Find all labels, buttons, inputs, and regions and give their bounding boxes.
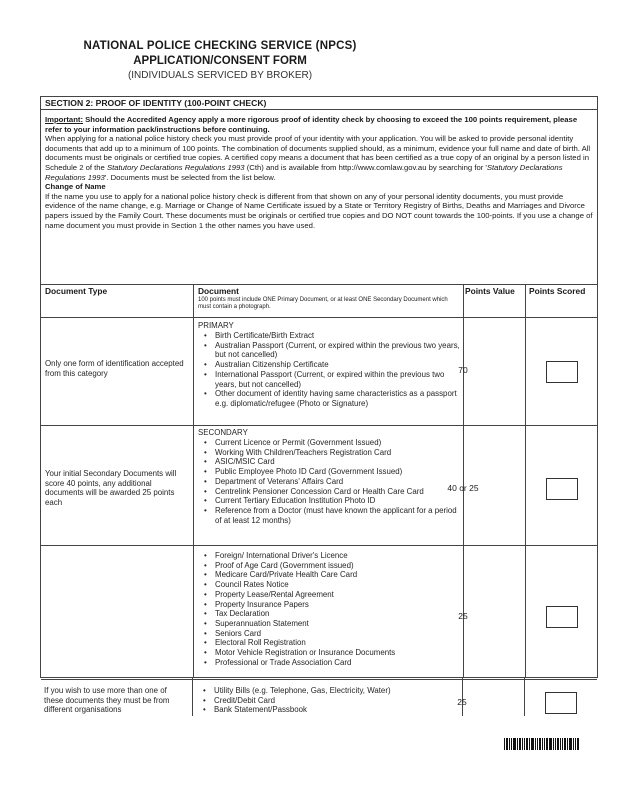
barcode-bar [537, 738, 538, 750]
list-item: • Property Lease/Rental Agreement [215, 590, 465, 600]
change-of-name-heading: Change of Name [45, 182, 106, 192]
row-primary-rule [41, 425, 597, 426]
barcode-bar [562, 738, 563, 750]
list-item: • Medicare Card/Private Health Care Card [215, 570, 465, 580]
header-document-type: Document Type [45, 286, 108, 296]
row-other-rule [41, 679, 597, 680]
barcode-bar [519, 738, 521, 750]
barcode-bar [535, 738, 536, 750]
important-label: Important: [45, 115, 84, 124]
list-item: • Australian Citizenship Certificate [215, 360, 465, 370]
col-rule-1-last [192, 678, 193, 716]
barcode-bar [524, 738, 525, 750]
list-item: • Electoral Roll Registration [215, 638, 465, 648]
list-item: • Professional or Trade Association Card [215, 658, 465, 668]
table-header-rule [41, 317, 597, 318]
list-item: • Tax Declaration [215, 609, 465, 619]
barcode-bar [509, 738, 510, 750]
barcode-bar [564, 738, 566, 750]
barcode-bar [506, 738, 508, 750]
list-item: • International Passport (Current, or expired within the previous two years, but not cancelled) [215, 370, 465, 389]
list-item: • Proof of Age Card (Government issued) [215, 561, 465, 571]
list-item: • Property Insurance Papers [215, 600, 465, 610]
barcode-bar [531, 738, 534, 750]
intro-text-b: (Cth) and is available from http://www.comlaw.gov.au by searching for ' [244, 162, 487, 172]
list-item: • Bank Statement/Passbook [214, 705, 464, 715]
col-rule-3-last [524, 678, 525, 716]
row-primary-category: PRIMARY [198, 321, 234, 330]
row-utility-type: If you wish to use more than one of these documents they must be from different organisations [44, 686, 170, 715]
row-other-points: 25 [458, 611, 468, 621]
barcode-bar [513, 738, 516, 750]
section-2-frame [40, 96, 598, 678]
list-item: • Birth Certificate/Birth Extract [215, 331, 465, 341]
list-item: • Australian Passport (Current, or expired within the previous two years, but not cancelled) [215, 341, 465, 360]
header-points-scored: Points Scored [529, 286, 586, 296]
form-subtitle: APPLICATION/CONSENT FORM [133, 55, 307, 67]
intro-text-c: '. Documents must be selected from the list below. [104, 172, 276, 182]
barcode-bar [522, 738, 523, 750]
intro-text-a: When applying for a national police history check you must provide proof of your identity with your application. You will be asked to provide personal identity documents that add up to a minimum of 100 points. The combination of documents supplied should, as a minimum, evidence your full name and date of birth. All documents must be originals or certified true copies. A certified copy means a document that has been certified as a true copy of an original by a person listed in Schedule 2 of the [45, 134, 591, 172]
important-notice [45, 115, 593, 134]
barcode-bar [542, 738, 543, 750]
barcode-bar [553, 738, 554, 750]
list-item: • Other document of identity having same characteristics as a passport e.g. diplomatic/refugee (Photo or Signature) [215, 389, 465, 408]
list-item: • Motor Vehicle Registration or Insurance Documents [215, 648, 465, 658]
list-item: • Department of Veterans' Affairs Card [215, 477, 465, 487]
barcode-bar [560, 738, 561, 750]
secondary-document-list [201, 438, 465, 525]
form-audience: (INDIVIDUALS SERVICED BY BROKER) [127, 70, 313, 81]
list-item: • Current Licence or Permit (Government Issued) [215, 438, 465, 448]
list-item: • Working With Children/Teachers Registration Card [215, 448, 465, 458]
row-secondary-category: SECONDARY [198, 428, 248, 437]
utility-points-scored-input[interactable] [545, 692, 577, 714]
barcode-bar [549, 738, 552, 750]
barcode-bar [555, 738, 556, 750]
barcode-bar [575, 738, 576, 750]
list-item: • Seniors Card [215, 629, 465, 639]
barcode-bar [567, 738, 568, 750]
barcode-image [504, 738, 580, 750]
intro-reg-name-1: Statutory Declarations Regulations 1993 [106, 162, 245, 172]
header-document: Document [198, 286, 239, 296]
list-item: • Centrelink Pensioner Concession Card or Health Care Card [215, 487, 465, 497]
header-document-note: 100 points must include ONE Primary Document, or at least ONE Secondary Document which must contain a photograph. [198, 297, 448, 310]
primary-points-scored-input[interactable] [546, 361, 578, 383]
row-utility-points: 25 [457, 697, 467, 707]
barcode-bar [544, 738, 545, 750]
section-title: SECTION 2: PROOF OF IDENTITY (100-POINT CHECK) [41, 97, 597, 110]
change-of-name-text: If the name you use to apply for a national police history check is different from that shown on any of your personal identity documents, you must provide evidence of the name change, e.g. Marriage or Change of Name Certificate issued by a State or Territory Registry of Births, Deaths and Marriages and Divorce papers issued by the Family Court. These documents must be originals or certified true copies and DO NOT count towards the 100-points. If you use a change of name document you must provide in Section 1 the other names you have used. [45, 191, 593, 230]
barcode-bar [569, 738, 572, 750]
barcode-bar [539, 738, 541, 750]
intro-reg-name-2: Statutory Declarations Regulations 1993 [45, 162, 563, 182]
form-title: NATIONAL POLICE CHECKING SERVICE (NPCS) [83, 40, 357, 52]
list-item: • Foreign/ International Driver's Licence [215, 551, 465, 561]
row-primary-points: 70 [458, 365, 468, 375]
col-rule-1 [193, 284, 194, 677]
other-points-scored-input[interactable] [546, 606, 578, 628]
list-item: • Credit/Debit Card [214, 696, 464, 706]
section-intro [45, 115, 593, 230]
list-item: • Current Tertiary Education Institution Photo ID [215, 496, 465, 506]
list-item: • Utility Bills (e.g. Telephone, Gas, Electricity, Water) [214, 686, 464, 696]
list-item: • ASIC/MSIC Card [215, 457, 465, 467]
barcode-bar [546, 738, 548, 750]
row-secondary-points: 40 or 25 [447, 483, 479, 493]
row-secondary-type: Your initial Secondary Documents will score 40 points, any additional documents will be awarded 25 points each [45, 469, 177, 508]
primary-document-list [201, 331, 465, 409]
barcode-bar [504, 738, 505, 750]
barcode-bar [526, 738, 528, 750]
row-secondary-rule [41, 545, 597, 546]
utility-document-list [200, 686, 464, 715]
list-item: • Public Employee Photo ID Card (Government Issued) [215, 467, 465, 477]
barcode-bar [573, 738, 574, 750]
list-item: • Reference from a Doctor (must have known the applicant for a period of at least 12 months) [215, 506, 465, 525]
barcode-bar [577, 738, 579, 750]
important-text: Should the Accredited Agency apply a more rigorous proof of identity check by choosing to exceed the 100 points requirement, please refer to your information pack/instructions before continuing. [45, 115, 578, 134]
barcode-bar [511, 738, 512, 750]
col-rule-3 [525, 284, 526, 677]
barcode-bar [557, 738, 559, 750]
row-primary-type: Only one form of identification accepted from this category [45, 359, 184, 378]
list-item: • Superannuation Statement [215, 619, 465, 629]
list-item: • Council Rates Notice [215, 580, 465, 590]
barcode-bar [517, 738, 518, 750]
other-document-list [201, 551, 465, 667]
intro-paragraph [45, 134, 593, 182]
table-top-rule [41, 284, 597, 285]
header-points-value: Points Value [465, 286, 515, 296]
secondary-points-scored-input[interactable] [546, 478, 578, 500]
barcode-bar [529, 738, 530, 750]
